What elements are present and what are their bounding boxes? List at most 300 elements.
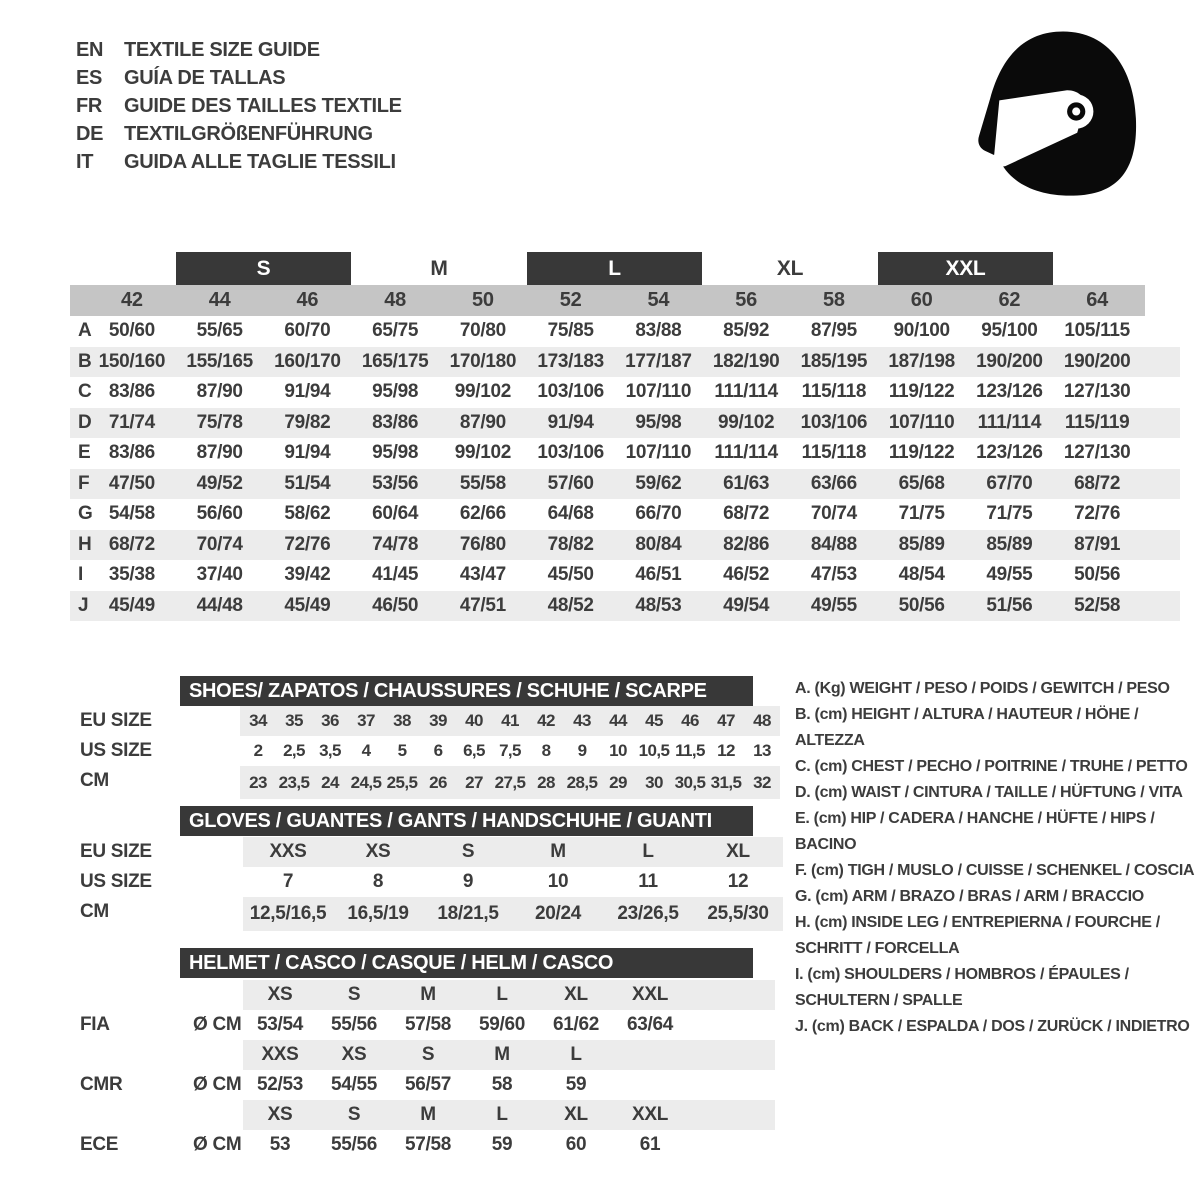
shoes-eu-row [240, 706, 780, 736]
size-cell: 70/80 [459, 320, 506, 342]
size-cell: 190/200 [976, 350, 1043, 372]
size-cell: 80/84 [635, 533, 682, 555]
size-cell: 64/68 [547, 503, 594, 525]
shoe-eu-size: 37 [357, 711, 375, 730]
row-spacer [1141, 316, 1180, 347]
shoe-cm-size: 27,5 [494, 772, 526, 792]
shoe-cm-size: 27 [465, 772, 483, 792]
glove-eu-size: M [550, 841, 566, 862]
ece-label: ECE [80, 1134, 119, 1155]
shoe-eu-size: 43 [573, 711, 591, 730]
size-cell: 74/78 [372, 533, 419, 555]
fia-label: FIA [80, 1014, 110, 1035]
glove-eu-size: XL [726, 841, 750, 862]
language-code: IT [76, 150, 94, 173]
size-cell: 41/45 [372, 564, 419, 586]
helmet-ece-value: 61 [639, 1134, 661, 1155]
size-cell: 60/70 [284, 320, 331, 342]
shoe-us-size: 10 [609, 741, 627, 760]
shoe-cm-size: 23,5 [278, 772, 310, 792]
size-table-row [70, 316, 1180, 347]
helmet-fia-value-row [175, 1010, 687, 1040]
language-code: EN [76, 38, 104, 61]
helmet-fia-value: 61/62 [552, 1014, 600, 1035]
helmet-size-header: XXL [631, 1104, 669, 1125]
size-column-header: 54 [647, 289, 670, 311]
size-table-row [70, 469, 1180, 500]
shoe-us-size: 3,5 [319, 741, 341, 760]
size-cell: 37/40 [196, 564, 243, 586]
row-spacer [1141, 591, 1180, 622]
size-cell: 95/100 [981, 320, 1038, 342]
size-cell: 71/75 [986, 503, 1033, 525]
shoe-eu-size: 44 [609, 711, 627, 730]
size-cell: 39/42 [284, 564, 331, 586]
row-letter: F [78, 472, 90, 494]
diameter-label: Ø CM [193, 1014, 242, 1035]
shoe-us-size: 6,5 [463, 741, 485, 760]
size-cell: 56/60 [196, 503, 243, 525]
shoe-cm-size: 30,5 [674, 772, 706, 792]
shoes-eu-size-label: EU SIZE [80, 710, 152, 731]
shoe-cm-size: 25,5 [386, 772, 418, 792]
size-column-header: 52 [559, 289, 582, 311]
size-cell: 103/106 [537, 442, 604, 464]
size-cell: 49/54 [723, 594, 770, 616]
size-cell: 52/58 [1074, 594, 1121, 616]
size-cell: 87/95 [810, 320, 857, 342]
helmet-size-header: XL [564, 984, 588, 1005]
helmet-cmr-sizes [243, 1040, 775, 1070]
legend-item: J. (cm) BACK / ESPALDA / DOS / ZURÜCK / INDIETRO [795, 1018, 1190, 1035]
size-cell: 123/126 [976, 381, 1043, 403]
size-cell: 57/60 [547, 472, 594, 494]
size-cell: 62/66 [459, 503, 506, 525]
helmet-fia-value: 53/54 [256, 1014, 304, 1035]
glove-us-size: 8 [372, 871, 384, 892]
size-cell: 83/88 [635, 320, 682, 342]
language-title: TEXTILE SIZE GUIDE [124, 38, 320, 61]
size-table-row [70, 347, 1180, 378]
row-spacer [1141, 499, 1180, 530]
size-cell: 66/70 [635, 503, 682, 525]
size-cell: 75/78 [196, 411, 243, 433]
size-cell: 95/98 [372, 381, 419, 403]
size-column-header: 64 [1086, 289, 1108, 311]
shoe-cm-size: 28,5 [566, 772, 598, 792]
size-cell: 47/53 [810, 564, 857, 586]
size-cell: 85/89 [898, 533, 945, 555]
size-cell: 70/74 [810, 503, 857, 525]
size-cell: 111/114 [714, 381, 778, 403]
size-cell: 107/110 [625, 442, 692, 464]
size-cell: 48/53 [635, 594, 682, 616]
glove-eu-size: XXS [269, 841, 307, 862]
size-table-row [70, 530, 1180, 561]
glove-eu-size: XS [365, 841, 391, 862]
shoe-us-size: 5 [397, 741, 407, 760]
size-cell: 83/86 [372, 411, 419, 433]
glove-cm-size: 20/24 [534, 903, 582, 924]
glove-us-size: 10 [547, 871, 569, 892]
size-cell: 95/98 [635, 411, 682, 433]
helmet-fia-value: 59/60 [478, 1014, 526, 1035]
row-letter: C [78, 381, 92, 403]
shoe-us-size: 7,5 [499, 741, 521, 760]
size-cell: 71/74 [108, 411, 155, 433]
diameter-label: Ø CM [193, 1074, 242, 1095]
language-title: GUIDA ALLE TAGLIE TESSILI [124, 150, 396, 173]
size-table-row [70, 591, 1180, 622]
helmet-ece-value: 59 [491, 1134, 513, 1155]
size-cell: 46/51 [635, 564, 682, 586]
legend-item: B. (cm) HEIGHT / ALTURA / HAUTEUR / HÖHE / ALTEZZA [795, 706, 1139, 749]
size-group-s: S [176, 252, 352, 285]
row-spacer [1141, 560, 1180, 591]
helmet-cmr-value: 54/55 [330, 1074, 378, 1095]
row-letter: D [78, 411, 92, 433]
shoes-us-size-label: US SIZE [80, 740, 152, 761]
size-cell: 91/94 [284, 381, 331, 403]
size-cell: 115/119 [1064, 411, 1130, 433]
shoe-cm-size: 28 [537, 772, 555, 792]
shoe-us-size: 8 [541, 741, 551, 760]
helmet-fia-value: 57/58 [404, 1014, 452, 1035]
helmet-size-header: XXL [631, 984, 669, 1005]
gloves-cm-row [243, 897, 783, 931]
legend-item: E. (cm) HIP / CADERA / HANCHE / HÜFTE / HIPS / BACINO [795, 810, 1155, 853]
size-table-row [70, 560, 1180, 591]
size-cell: 95/98 [372, 442, 419, 464]
shoe-eu-size: 38 [393, 711, 411, 730]
glove-us-size: 9 [462, 871, 474, 892]
size-cell: 87/90 [196, 442, 243, 464]
size-cell: 119/122 [888, 381, 955, 403]
helmet-ece-sizes [243, 1100, 775, 1130]
row-spacer [1141, 469, 1180, 500]
measurement-legend [795, 676, 1200, 1040]
glove-eu-size: L [642, 841, 654, 862]
size-cell: 78/82 [547, 533, 594, 555]
size-cell: 160/170 [274, 350, 341, 372]
shoe-us-size: 2,5 [283, 741, 305, 760]
glove-us-size: 12 [727, 871, 749, 892]
size-cell: 99/102 [454, 442, 512, 464]
size-cell: 70/74 [196, 533, 243, 555]
size-table-row [70, 377, 1180, 408]
shoe-eu-size: 35 [285, 711, 303, 730]
size-cell: 55/58 [459, 472, 506, 494]
row-spacer [1141, 408, 1180, 439]
shoe-eu-size: 46 [681, 711, 699, 730]
size-cell: 115/118 [801, 442, 867, 464]
helmet-fia-value: 63/64 [626, 1014, 674, 1035]
size-column-header: 58 [823, 289, 845, 311]
row-letter: J [78, 594, 89, 616]
size-cell: 59/62 [635, 472, 682, 494]
size-cell: 119/122 [888, 442, 955, 464]
size-cell: 87/90 [196, 381, 243, 403]
row-letter: E [78, 442, 91, 464]
shoe-eu-size: 45 [645, 711, 663, 730]
size-cell: 182/190 [712, 350, 780, 372]
helmet-cmr-values [243, 1070, 687, 1100]
gloves-cm-label: CM [80, 901, 109, 922]
helmet-cmr-value-row [175, 1070, 687, 1100]
gloves-section-header: GLOVES / GUANTES / GANTS / HANDSCHUHE / GUANTI [180, 806, 753, 836]
helmet-size-header: M [494, 1044, 510, 1065]
helmet-cmr-value: 56/57 [404, 1074, 452, 1095]
shoe-cm-size: 30 [645, 772, 663, 792]
legend-item: I. (cm) SHOULDERS / HOMBROS / ÉPAULES / SCHULTERN / SPALLE [795, 966, 1129, 1009]
shoe-us-size: 12 [717, 741, 735, 760]
size-cell: 115/118 [801, 381, 867, 403]
size-group-xxl: XXL [878, 252, 1054, 285]
helmet-cmr-size-row [243, 1040, 775, 1070]
size-cell: 54/58 [108, 503, 155, 525]
size-cell: 45/49 [284, 594, 331, 616]
size-cell: 85/89 [986, 533, 1033, 555]
helmet-ece-value: 57/58 [404, 1134, 452, 1155]
shoe-us-size: 9 [577, 741, 587, 760]
helmet-size-header: L [496, 984, 508, 1005]
shoe-cm-size: 26 [429, 772, 447, 792]
shoe-eu-size: 48 [753, 711, 771, 730]
gloves-eu-size-label: EU SIZE [80, 841, 152, 862]
row-letter: G [78, 503, 93, 525]
helmet-cmr-value: 59 [565, 1074, 587, 1095]
shoes-us-row [240, 736, 780, 766]
size-column-header: 60 [910, 289, 933, 311]
shoe-cm-size: 29 [609, 772, 627, 792]
size-table-row [70, 408, 1180, 439]
shoes-cm-row [240, 766, 780, 799]
glove-cm-size: 16,5/19 [347, 903, 409, 924]
row-spacer [1141, 438, 1180, 469]
shoe-cm-size: 24,5 [350, 772, 382, 792]
row-letter: B [78, 350, 92, 372]
size-cell: 111/114 [977, 411, 1042, 433]
row-spacer [1141, 347, 1180, 378]
size-column-header: 62 [998, 289, 1021, 311]
helmet-size-header: L [570, 1044, 582, 1065]
size-cell: 60/64 [372, 503, 419, 525]
size-cell: 44/48 [196, 594, 243, 616]
racing-helmet-icon [972, 24, 1144, 204]
size-table-body [70, 316, 1180, 621]
size-cell: 127/130 [1063, 381, 1131, 403]
size-cell: 50/60 [108, 320, 155, 342]
size-group-xl: XL [776, 256, 804, 280]
size-cell: 91/94 [547, 411, 594, 433]
size-column-header: 46 [296, 289, 319, 311]
size-cell: 51/54 [284, 472, 331, 494]
legend-item: G. (cm) ARM / BRAZO / BRAS / ARM / BRACCIO [795, 888, 1144, 905]
shoe-eu-size: 36 [321, 711, 339, 730]
size-table-row [70, 438, 1180, 469]
size-cell: 127/130 [1063, 442, 1131, 464]
size-cell: 150/160 [98, 350, 166, 372]
size-cell: 49/52 [196, 472, 243, 494]
size-cell: 85/92 [723, 320, 770, 342]
shoe-us-size: 11,5 [675, 741, 705, 760]
helmet-cmr-value: 52/53 [256, 1074, 304, 1095]
language-code: FR [76, 94, 103, 117]
helmet-ece-value: 53 [269, 1134, 291, 1155]
helmet-size-header: XL [564, 1104, 588, 1125]
size-cell: 103/106 [800, 411, 868, 433]
shoes-cm-label: CM [80, 770, 109, 791]
size-column-header: 56 [735, 289, 757, 311]
size-cell: 43/47 [459, 564, 506, 586]
language-row [76, 64, 402, 92]
legend-item: C. (cm) CHEST / PECHO / POITRINE / TRUHE / PETTO [795, 758, 1188, 775]
size-cell: 58/62 [284, 503, 331, 525]
helmet-size-header: M [420, 984, 436, 1005]
language-list [76, 36, 402, 176]
glove-eu-size: S [461, 841, 475, 862]
size-cell: 170/180 [449, 350, 517, 372]
size-column-header: 44 [208, 289, 231, 311]
size-cell: 65/75 [372, 320, 419, 342]
helmet-size-header: XS [267, 984, 293, 1005]
size-cell: 68/72 [1074, 472, 1121, 494]
size-cell: 83/86 [108, 442, 155, 464]
size-cell: 190/200 [1063, 350, 1131, 372]
size-cell: 103/106 [537, 381, 604, 403]
size-cell: 53/56 [372, 472, 419, 494]
size-column-header: 50 [472, 289, 494, 311]
size-cell: 47/51 [459, 594, 506, 616]
size-cell: 67/70 [986, 472, 1033, 494]
size-cell: 68/72 [723, 503, 770, 525]
size-cell: 87/90 [459, 411, 506, 433]
size-cell: 87/91 [1074, 533, 1121, 555]
language-code: DE [76, 122, 104, 145]
legend-item: D. (cm) WAIST / CINTURA / TAILLE / HÜFTUNG / VITA [795, 784, 1183, 801]
helmet-size-header: S [347, 984, 361, 1005]
shoe-cm-size: 32 [753, 772, 771, 792]
shoe-us-size: 4 [361, 741, 371, 760]
helmet-size-header: XS [267, 1104, 293, 1125]
shoe-eu-size: 47 [717, 711, 735, 730]
helmet-size-header: L [496, 1104, 508, 1125]
helmet-ece-value-row [175, 1130, 687, 1160]
size-cell: 84/88 [810, 533, 857, 555]
shoe-us-size: 10,5 [638, 741, 670, 760]
size-group-m: M [430, 256, 448, 280]
textile-size-table [70, 252, 1180, 621]
helmet-size-header: XXS [261, 1044, 299, 1065]
size-cell: 107/110 [625, 381, 692, 403]
shoe-us-size: 6 [433, 741, 443, 760]
diameter-label: Ø CM [193, 1134, 242, 1155]
language-row [76, 148, 402, 176]
glove-cm-size: 18/21,5 [437, 903, 499, 924]
size-cell: 165/175 [361, 350, 429, 372]
row-letter: I [78, 564, 83, 586]
size-cell: 123/126 [976, 442, 1043, 464]
size-number-band [70, 285, 1145, 316]
size-cell: 75/85 [547, 320, 594, 342]
shoe-us-size: 13 [753, 741, 771, 760]
size-cell: 99/102 [454, 381, 512, 403]
size-cell: 99/102 [717, 411, 775, 433]
language-title: GUIDE DES TAILLES TEXTILE [124, 94, 402, 117]
size-cell: 45/50 [547, 564, 594, 586]
size-cell: 71/75 [898, 503, 945, 525]
size-cell: 72/76 [284, 533, 331, 555]
size-cell: 83/86 [108, 381, 155, 403]
shoe-cm-size: 31,5 [710, 772, 742, 792]
size-cell: 79/82 [284, 411, 331, 433]
helmet-ece-values [243, 1130, 687, 1160]
language-code: ES [76, 66, 103, 89]
row-spacer [1141, 530, 1180, 561]
corner-spacer [70, 285, 88, 316]
size-cell: 49/55 [810, 594, 857, 616]
size-cell: 48/54 [898, 564, 945, 586]
size-cell: 55/65 [196, 320, 243, 342]
size-cell: 90/100 [893, 320, 950, 342]
size-cell: 50/56 [1074, 564, 1121, 586]
size-cell: 105/115 [1064, 320, 1130, 342]
language-row [76, 120, 402, 148]
cmr-label: CMR [80, 1074, 123, 1095]
glove-cm-size: 23/26,5 [617, 903, 679, 924]
size-cell: 46/50 [372, 594, 419, 616]
helmet-fia-sizes [243, 980, 775, 1010]
helmet-cmr-value: 58 [491, 1074, 513, 1095]
helmet-fia-values [243, 1010, 687, 1040]
row-letter: H [78, 533, 92, 555]
size-cell: 51/56 [986, 594, 1033, 616]
shoe-eu-size: 40 [465, 711, 483, 730]
size-cell: 63/66 [810, 472, 857, 494]
legend-item: H. (cm) INSIDE LEG / ENTREPIERNA / FOURCHE / SCHRITT / FORCELLA [795, 914, 1160, 957]
size-cell: 50/56 [898, 594, 945, 616]
helmet-ece-size-row [243, 1100, 775, 1130]
helmet-ece-value: 55/56 [330, 1134, 378, 1155]
shoe-eu-size: 39 [429, 711, 447, 730]
language-title: TEXTILGRÖßENFÜHRUNG [124, 122, 373, 145]
size-cell: 107/110 [888, 411, 955, 433]
size-cell: 173/183 [537, 350, 604, 372]
size-group-l: L [527, 252, 703, 285]
size-cell: 49/55 [986, 564, 1033, 586]
helmet-size-header: S [421, 1044, 435, 1065]
helmet-size-header: XS [341, 1044, 367, 1065]
language-row [76, 92, 402, 120]
size-cell: 76/80 [459, 533, 506, 555]
gloves-us-row [243, 867, 783, 897]
size-cell: 48/52 [547, 594, 594, 616]
size-cell: 65/68 [898, 472, 945, 494]
shoes-section-header: SHOES/ ZAPATOS / CHAUSSURES / SCHUHE / SCARPE [180, 676, 753, 706]
language-title: GUÍA DE TALLAS [124, 66, 286, 89]
shoe-cm-size: 24 [321, 772, 339, 792]
size-column-header: 42 [121, 289, 143, 311]
helmet-fia-size-row [243, 980, 775, 1010]
size-cell: 177/187 [625, 350, 692, 372]
gloves-eu-row [243, 837, 783, 867]
shoe-eu-size: 42 [537, 711, 555, 730]
size-cell: 111/114 [714, 442, 778, 464]
glove-cm-size: 25,5/30 [707, 903, 769, 924]
gloves-us-size-label: US SIZE [80, 871, 152, 892]
size-table-row [70, 499, 1180, 530]
row-spacer [1141, 377, 1180, 408]
